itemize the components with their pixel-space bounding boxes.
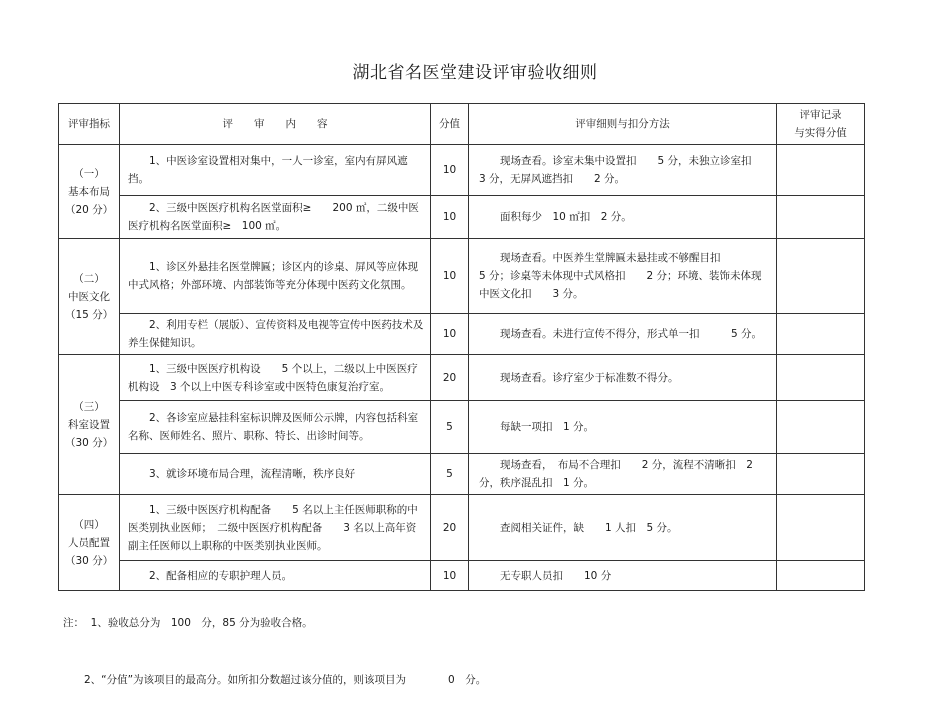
item-record [777, 495, 865, 561]
item-record [777, 314, 865, 355]
header-indicator: 评审指标 [59, 104, 120, 145]
item-content: 1、三级中医医疗机构配备 5 名以上主任医师职称的中医类别执业医师； 二级中医医疗机构配备 3 名以上高年资副主任医师以上职称的中医类别执业医师。 [120, 495, 431, 561]
item-method: 现场查看。未进行宣传不得分，形式单一扣 5 分。 [469, 314, 777, 355]
item-method: 现场查看。诊疗室少于标准数不得分。 [469, 355, 777, 401]
item-method: 每缺一项扣 1 分。 [469, 401, 777, 454]
item-score: 20 [431, 495, 469, 561]
item-record [777, 454, 865, 495]
item-content: 2、三级中医医疗机构名医堂面积≥ 200 ㎡，二级中医医疗机构名医堂面积≥ 100 ㎡。 [120, 196, 431, 239]
item-method: 查阅相关证件，缺 1 人扣 5 分。 [469, 495, 777, 561]
item-method: 现场查看。诊室未集中设置扣 5 分，未独立诊室扣 3 分，无屏风遮挡扣 2 分。 [469, 145, 777, 196]
section-label: （四） 人员配置 （30 分） [59, 495, 120, 591]
item-score: 10 [431, 561, 469, 591]
section-label: （一） 基本布局 （20 分） [59, 145, 120, 239]
note-line-1: 注： 1、验收总分为 100 分，85 分为验收合格。 [63, 617, 313, 629]
item-method: 面积每少 10 ㎡扣 2 分。 [469, 196, 777, 239]
table-row [59, 355, 865, 401]
header-record: 评审记录 与实得分值 [777, 104, 865, 145]
notes [63, 576, 863, 709]
item-method: 现场查看。中医养生堂牌匾未悬挂或不够醒目扣 5 分；诊桌等未体现中式风格扣 2 分；环境、装饰未体现中医文化扣 3 分。 [469, 239, 777, 314]
item-score: 10 [431, 314, 469, 355]
table-row [59, 314, 865, 355]
item-record [777, 145, 865, 196]
item-method: 现场查看， 布局不合理扣 2 分，流程不清晰扣 2 分，秩序混乱扣 1 分。 [469, 454, 777, 495]
header-score: 分值 [431, 104, 469, 145]
header-method: 评审细则与扣分方法 [469, 104, 777, 145]
item-score: 5 [431, 454, 469, 495]
section-label: （三） 科室设置 （30 分） [59, 355, 120, 495]
item-record [777, 355, 865, 401]
item-record [777, 239, 865, 314]
item-content: 1、诊区外悬挂名医堂牌匾；诊区内的诊桌、屏风等应体现中式风格；外部环境、内部装饰等充分体现中医药文化氛围。 [120, 239, 431, 314]
table-header-row [59, 104, 865, 145]
item-record [777, 196, 865, 239]
item-score: 20 [431, 355, 469, 401]
item-content: 2、利用专栏（展版）、宣传资料及电视等宣传中医药技术及养生保健知识。 [120, 314, 431, 355]
table-row [59, 196, 865, 239]
evaluation-table [58, 103, 865, 591]
item-content: 2、各诊室应悬挂科室标识牌及医师公示牌，内容包括科室名称、医师姓名、照片、职称、特长、出诊时间等。 [120, 401, 431, 454]
table-row [59, 495, 865, 561]
page-title: 湖北省名医堂建设评审验收细则 [352, 63, 598, 83]
item-score: 10 [431, 239, 469, 314]
table-row [59, 239, 865, 314]
item-score: 5 [431, 401, 469, 454]
table-row [59, 401, 865, 454]
table-row [59, 454, 865, 495]
item-content: 3、就诊环境布局合理，流程清晰，秩序良好 [120, 454, 431, 495]
header-content: 评 审 内 容 [120, 104, 431, 145]
section-label: （二） 中医文化 （15 分） [59, 239, 120, 355]
item-record [777, 401, 865, 454]
table-row [59, 145, 865, 196]
item-method: 无专职人员扣 10 分 [469, 561, 777, 591]
item-content: 1、中医诊室设置相对集中，一人一诊室，室内有屏风遮挡。 [120, 145, 431, 196]
note-line-2: 2、“分值”为该项目的最高分。如所扣分数超过该分值的，则该项目为 0 分。 [63, 674, 487, 686]
item-score: 10 [431, 196, 469, 239]
item-score: 10 [431, 145, 469, 196]
item-content: 2、配备相应的专职护理人员。 [120, 561, 431, 591]
item-content: 1、三级中医医疗机构设 5 个以上，二级以上中医医疗机构设 3 个以上中医专科诊室或中医特色康复治疗室。 [120, 355, 431, 401]
